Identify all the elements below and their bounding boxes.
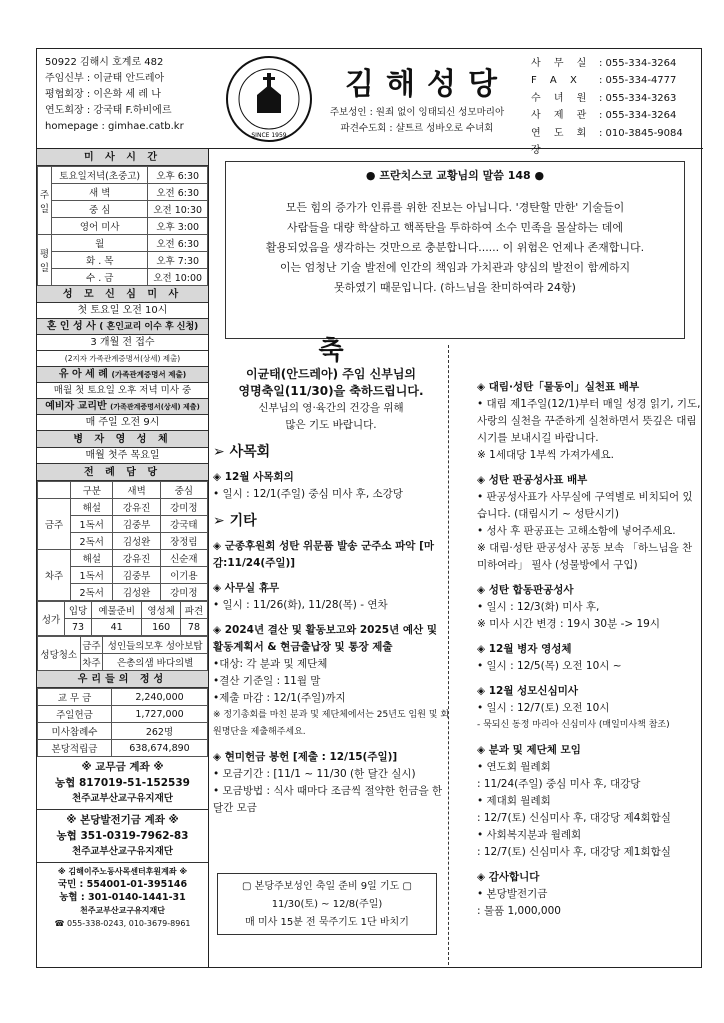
notice-line: •제출 마감 : 12/1(주일)까지: [213, 692, 346, 704]
mass-name: 중 심: [52, 201, 148, 218]
wedding-docs: (2지자 가족관계증명서(상세) 제출): [37, 351, 208, 367]
offering-value: 1,727,000: [111, 706, 207, 723]
weekday-label: 평일: [38, 235, 52, 286]
pope-message-box: [225, 161, 685, 339]
header: [37, 49, 703, 157]
notice-line: • 본당발전기금: [477, 888, 548, 900]
patron-saint: 주보성인 : 원죄 없이 잉태되신 성모마리아: [329, 107, 505, 118]
mass-time: 오전 10:00: [148, 269, 208, 286]
contact-value: : 055-334-3263: [599, 92, 677, 104]
notice-line: • 제대회 월례회: [477, 795, 551, 807]
address: 50922 김해시 호계로 482: [45, 57, 164, 68]
mass-name: 새 벽: [52, 184, 148, 201]
left-column: [37, 149, 209, 967]
mass-row: [38, 235, 208, 252]
migrant-account-nh: 농협 : 301-0140-1441-31: [59, 892, 186, 903]
marian-mass-time: 첫 토요일 오전 10시: [37, 303, 208, 319]
notice-line: • 일시 : 12/1(주일) 중심 미사 후, 소강당: [213, 488, 403, 500]
notice-line: : 11/24(주일) 중심 미사 후, 대강당: [477, 778, 641, 790]
notice-line: • 일시 : 12/5(목) 오전 10시 ~: [477, 660, 622, 672]
contact-row: [531, 107, 701, 124]
contact-value: : 010-3845-9084: [599, 127, 683, 139]
wedding-title: 혼 인 성 사 ( 혼인교리 이수 후 신청): [37, 319, 208, 335]
offering-value: 262명: [111, 723, 207, 740]
notice-line: ※ 1세대당 1부씩 가져가세요.: [477, 449, 614, 461]
sick-communion-title: 병 자 영 성 체: [37, 431, 208, 448]
mass-name: 월: [52, 235, 148, 252]
council-president: 평협회장 : 이은화 세 레 나: [45, 89, 161, 100]
development-account-owner: 천주교부산교구유지재단: [72, 846, 173, 857]
pope-message-line: 활용되었음을 생각하는 것만으로 충분합니다...... 이 위험은 언제나 존재합니다.: [265, 241, 645, 254]
development-account: [37, 810, 208, 863]
notice-title: ◈ 2024년 결산 및 활동보고와 2025년 예산 및 활동계획서 & 현금출납장 및 통장 제출: [213, 624, 437, 653]
offering-row: [38, 689, 208, 706]
offering-label: 주일헌금: [38, 706, 112, 723]
notice-line: • 모금기간 : [11/1 ~ 11/30 (한 달간 실시): [213, 768, 416, 780]
duty-corner: [38, 482, 71, 499]
pope-message-line: 못하였기 때문입니다. (하느님을 찬미하여라 24항): [334, 281, 576, 294]
novena-dates: 11/30(토) ~ 12/8(주일): [271, 899, 383, 910]
tithe-account: [37, 757, 208, 810]
development-account-number: 농협 351-0319-7962-83: [56, 830, 189, 842]
notice-line: • 모금방법 : 식사 때마다 조금씩 절약한 헌금을 한 달간 모금: [213, 785, 443, 814]
notice-title: ◈ 성탄 판공성사표 배부: [477, 474, 588, 486]
catechumen-title: 예비자 교리반 (가족관계증명서(상세) 제출): [37, 399, 208, 415]
notice-title: ◈ 사무실 휴무: [213, 582, 280, 594]
contact-label: F A X: [531, 75, 582, 87]
wedding-notice: 3 개월 전 접수: [37, 335, 208, 351]
duty-cell: 강미정: [160, 584, 207, 601]
notice-line: • 대림 제1주일(12/1)부터 매일 성경 읽기, 기도, 사랑의 실천을 꾸준하게 실천하면서 뜻깊은 대림 시기를 보내시길 바랍니다.: [477, 398, 701, 444]
duty-cell: 강유진: [113, 550, 160, 567]
duty-head: 구분: [71, 482, 113, 499]
tithe-account-number: 농협 817019-51-152539: [55, 777, 190, 789]
notice-title: ◈ 감사합니다: [477, 871, 540, 883]
notice-title: ◈ 12월 병자 영성체: [477, 643, 572, 655]
mass-time: 오전 6:30: [148, 184, 208, 201]
cleaning-group: 성인들의모후 성아보탑: [103, 637, 208, 654]
duty-cell: 2독서: [71, 584, 113, 601]
duty-cell: 강미정: [160, 499, 207, 516]
duty-cell: 해설: [71, 499, 113, 516]
notice-line: ※ 미사 시간 변경 : 19시 30분 -> 19시: [477, 618, 660, 630]
notice-line: • 연도회 월례회: [477, 761, 551, 773]
logo-since: SINCE 1959: [251, 132, 287, 139]
migrant-account-owner: 천주교부산교구유지재단: [79, 906, 165, 915]
hymn-stats-table: [37, 601, 208, 636]
notice-title: ◈ 12월 사목회의: [213, 471, 294, 483]
parish-info: [45, 55, 225, 135]
mass-row: [38, 167, 208, 184]
offering-table: [37, 688, 208, 757]
mass-name: 화 . 목: [52, 252, 148, 269]
mass-time: 오후 6:30: [148, 167, 208, 184]
novena-box: [217, 873, 437, 935]
notice-line: •결산 기준일 : 11월 말: [213, 675, 321, 687]
celebration-line: 많은 기도 바랍니다.: [285, 419, 377, 431]
stats-value: 78: [180, 619, 207, 636]
stats-head: 예물준비: [92, 602, 142, 619]
catechumen-time: 매 주일 오전 9시: [37, 415, 208, 431]
duty-cell: 강유진: [113, 499, 160, 516]
development-account-title: ※ 본당발전기금 계좌 ※: [66, 814, 179, 826]
notice-line: • 일시 : 11/26(화), 11/28(목) - 연차: [213, 599, 388, 611]
offering-label: 미사참례수: [38, 723, 112, 740]
notice-line: •대상: 각 분과 및 제단체: [213, 658, 328, 670]
section-pastoral-council: ➢ 사목회: [213, 444, 271, 460]
celebration-line: 영명축일(11/30)을 축하드립니다.: [238, 384, 424, 398]
mass-row: [38, 269, 208, 286]
mass-name: 영어 미사: [52, 218, 148, 235]
patron-info: [307, 105, 527, 137]
stats-head: 영성체: [142, 602, 181, 619]
contact-row: [531, 72, 701, 89]
offering-row: [38, 740, 208, 757]
duty-header: [38, 482, 208, 499]
offering-label: 본당적립금: [38, 740, 112, 757]
notice-line: • 일시 : 12/7(토) 오전 10시: [477, 702, 610, 714]
duty-cell: 장정림: [160, 533, 207, 550]
offering-row: [38, 706, 208, 723]
duty-row: [38, 550, 208, 567]
mass-time: 오후 3:00: [148, 218, 208, 235]
duty-cell: 이기용: [160, 567, 207, 584]
liturgy-duty-table: [37, 481, 208, 601]
mass-times-title: 미 사 시 간: [37, 149, 208, 166]
offering-title: 우리들의 정성: [37, 671, 208, 688]
duty-cell: 김성완: [113, 533, 160, 550]
contact-value: : 055-334-4777: [599, 75, 677, 87]
novena-title: ▢ 본당주보성인 축일 준비 9일 기도 ▢: [242, 881, 412, 892]
tithe-account-title: ※ 교무금 계좌 ※: [81, 761, 164, 773]
tithe-account-owner: 천주교부산교구유지재단: [72, 793, 173, 804]
offering-row: [38, 723, 208, 740]
contact-label: 사 무 실: [531, 58, 592, 69]
announcements-right: [477, 379, 701, 920]
pope-message-line: 모든 힘의 증가가 인류를 위한 진보는 아닙니다. '경탄할 만한' 기술들이: [285, 201, 625, 214]
contact-label: 수 녀 원: [531, 92, 592, 104]
contact-row: [531, 90, 701, 107]
notice-line: - 묵되신 동정 마리아 신심미사 (매일미사책 참조): [477, 720, 670, 730]
notice-title: ◈ 군종후원회 성탄 위문품 발송 군주소 파악 [마감:11/24(주일)]: [213, 540, 435, 569]
stats-value: 160: [142, 619, 181, 636]
mass-name: 토요일저녁(초중고): [52, 167, 148, 184]
mass-row: [38, 184, 208, 201]
contact-value: : 055-334-3264: [599, 110, 677, 122]
bulletin-page: [36, 48, 702, 968]
notice-line: : 물품 1,000,000: [477, 905, 561, 917]
cleaning-week: 차주: [80, 654, 103, 671]
announcements-left: [213, 336, 450, 817]
mass-time: 오전 10:30: [148, 201, 208, 218]
cleaning-week: 금주: [80, 637, 103, 654]
offering-value: 638,674,890: [111, 740, 207, 757]
notice-title: ◈ 분과 및 제단체 모임: [477, 744, 581, 756]
celebration-line: 신부님의 영·육간의 건강을 위해: [258, 402, 404, 414]
contact-value: : 055-334-3264: [599, 58, 677, 69]
pastor: 주임신부 : 이균태 안드레아: [45, 73, 165, 84]
notice-title: ◈ 대림·성탄「물동이」실천표 배부: [477, 381, 640, 393]
notice-line: : 12/7(토) 신심미사 후, 대강당 제4회합실: [477, 812, 671, 824]
homepage: homepage : gimhae.catb.kr: [45, 121, 184, 132]
duty-cell: 김성완: [113, 584, 160, 601]
offering-label: 교 무 금: [38, 689, 112, 706]
notice-line: • 판공성사표가 사무실에 구역별로 비치되어 있습니다. (대림시기 ~ 성탄시기): [477, 491, 693, 520]
notice-line: ※ 대림·성탄 판공성사 공동 보속 「하느님을 찬미하여라」 필사 (성물방에서 구입): [477, 542, 693, 571]
mission-order: 파견수도회 : 샬트르 성바오로 수녀회: [340, 123, 494, 134]
duty-head: 새벽: [113, 482, 160, 499]
mass-name: 수 . 금: [52, 269, 148, 286]
duty-row: [38, 499, 208, 516]
stats-label: 성가: [38, 602, 65, 636]
contact-label: 사 제 관: [531, 110, 592, 122]
duty-week: 금주: [38, 499, 71, 550]
duty-head: 중심: [160, 482, 207, 499]
stats-value: 73: [65, 619, 92, 636]
infant-baptism-time: 매월 첫 토요일 오후 저녁 미사 중: [37, 383, 208, 399]
stats-value: 41: [92, 619, 142, 636]
mass-times-table: [37, 166, 208, 286]
duty-week: 차주: [38, 550, 71, 601]
duty-cell: 김중부: [113, 567, 160, 584]
main-content: [209, 149, 703, 967]
offering-value: 2,240,000: [111, 689, 207, 706]
mass-row: [38, 218, 208, 235]
stats-head: 입당: [65, 602, 92, 619]
duty-cell: 김중부: [113, 516, 160, 533]
duty-cell: 강국태: [160, 516, 207, 533]
celebration-line: 이균태(안드레아) 주임 신부님의: [245, 367, 417, 381]
liturgy-duty-title: 전 례 담 당: [37, 464, 208, 481]
notice-line: • 성사 후 판공표는 고해소함에 넣어주세요.: [477, 525, 676, 537]
notice-title: ◈ 12월 성모신심미사: [477, 685, 578, 697]
notice-title: ◈ 현미헌금 봉헌 [제출 : 12/15(주일)]: [213, 751, 398, 763]
mass-row: [38, 201, 208, 218]
infant-baptism-title: 유 아 세 례 (가족관계증명서 제출): [37, 367, 208, 383]
migrant-account-title: ※ 김해이주노동사목센터후원계좌 ※: [57, 867, 188, 876]
stats-head: 파견: [180, 602, 207, 619]
cleaning-row: [38, 637, 208, 654]
duty-cell: 1독서: [71, 567, 113, 584]
notice-line: • 일시 : 12/3(화) 미사 후,: [477, 601, 600, 613]
notice-line: ※ 정기총회를 마친 분과 및 제단체에서는 25년도 임원 및 회원명단을 제출해주세요.: [213, 710, 450, 737]
celebration-icon: 축: [318, 336, 344, 366]
duty-cell: 해설: [71, 550, 113, 567]
section-other: ➢ 기타: [213, 513, 257, 529]
pope-message-title: ● 프란치스코 교황님의 말씀 148 ●: [365, 169, 545, 182]
mass-row: [38, 252, 208, 269]
contact-label: 연 도 회 장: [531, 127, 592, 157]
contact-row: [531, 55, 701, 72]
mass-time: 오후 7:30: [148, 252, 208, 269]
sick-communion-time: 매월 첫주 목요일: [37, 448, 208, 464]
contact-list: [531, 55, 701, 159]
mass-time: 오전 6:30: [148, 235, 208, 252]
novena-instruction: 매 미사 15분 전 묵주기도 1단 바치기: [245, 917, 409, 928]
notice-line: : 12/7(토) 신심미사 후, 대강당 제1회합실: [477, 846, 671, 858]
pope-message-line: 이는 엄청난 기술 발전에 인간의 책임과 가치관과 양심의 발전이 함께하지: [279, 261, 631, 274]
duty-cell: 1독서: [71, 516, 113, 533]
migrant-account-phone: ☎ 055-338-0243, 010-3679-8961: [54, 919, 191, 928]
cleaning-table: [37, 636, 208, 671]
parish-title: 김해성당: [345, 67, 509, 102]
migrant-center-account: [37, 863, 208, 932]
parish-logo: [223, 55, 315, 145]
legion-president: 연도회장 : 강국태 F.하비에르: [45, 105, 172, 116]
stats-head-row: [38, 602, 208, 619]
marian-mass-title: 성 모 신 심 미 사: [37, 286, 208, 303]
migrant-account-kb: 국민 : 554001-01-395146: [57, 879, 188, 890]
cleaning-label: 성당청소: [38, 637, 81, 671]
duty-cell: 신순재: [160, 550, 207, 567]
notice-title: ◈ 성탄 합동판공성사: [477, 584, 574, 596]
sunday-label: 주일: [38, 167, 52, 235]
notice-line: • 사회복지분과 월례회: [477, 829, 582, 841]
pope-message-line: 사람들을 대량 학살하고 핵폭탄을 투하하여 소수 민족을 몰살하는 데에: [286, 221, 624, 234]
duty-cell: 2독서: [71, 533, 113, 550]
cleaning-group: 은총의샘 바다의별: [103, 654, 208, 671]
